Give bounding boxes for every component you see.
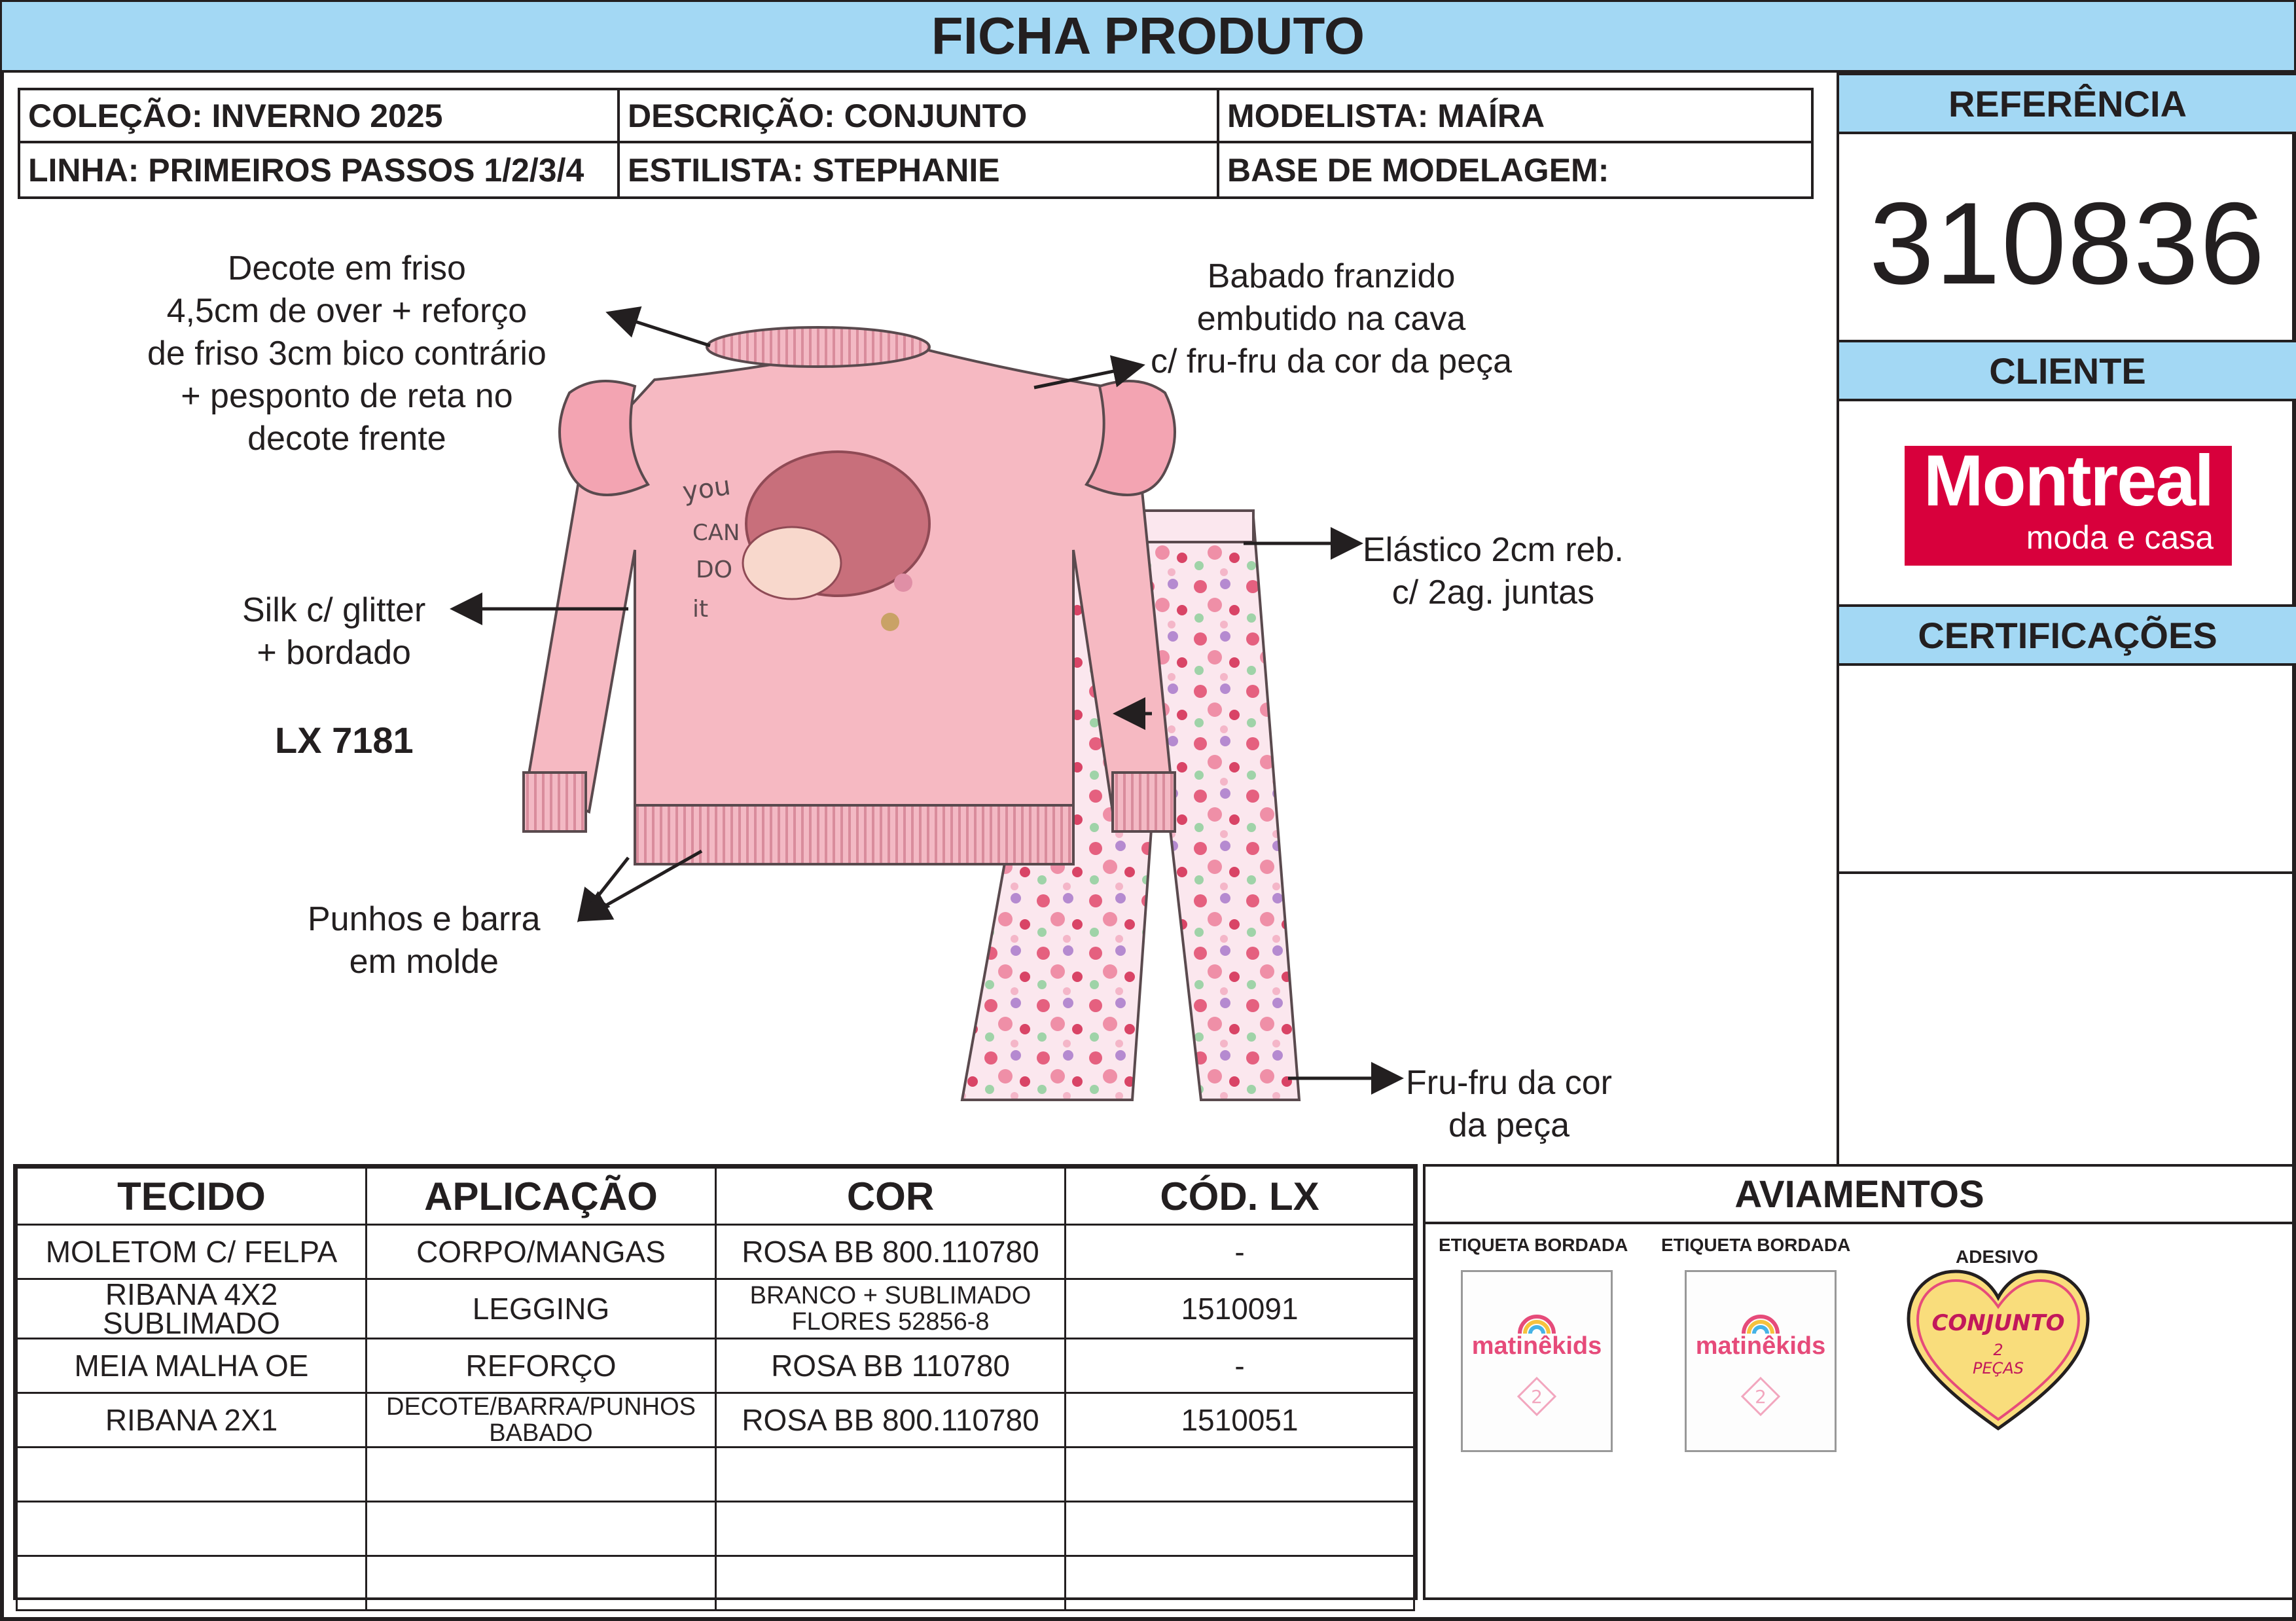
note-punhos-line: Punhos e barra — [308, 900, 541, 938]
lx-code: LX 7181 — [275, 719, 414, 761]
table-cell: ROSA BB 110780 — [716, 1339, 1066, 1393]
note-elastico-line: Elástico 2cm reb. — [1363, 531, 1624, 569]
base-modelagem-cell: BASE DE MODELAGEM: — [1227, 151, 1609, 189]
size-diamond-icon — [1517, 1377, 1556, 1416]
aviamentos-panel — [1423, 1164, 2296, 1600]
table-cell — [716, 1448, 1066, 1502]
referencia-number: 310836 — [1869, 177, 2266, 308]
linha-cell: LINHA: PRIMEIROS PASSOS 1/2/3/4 — [20, 143, 620, 196]
table-cell: - — [1066, 1339, 1414, 1393]
colecao-cell: COLEÇÃO: INVERNO 2025 — [20, 90, 620, 143]
note-babado-line: embutido na cava — [1196, 300, 1466, 338]
estilista-cell: ESTILISTA: STEPHANIE — [620, 143, 1219, 196]
note-frufru-line: da peça — [1448, 1106, 1570, 1144]
aviamentos-title: AVIAMENTOS — [1426, 1167, 2293, 1224]
table-cell — [1066, 1502, 1414, 1556]
table-cell: MOLETOM C/ FELPA — [17, 1225, 367, 1279]
note-decote-line: + pesponto de reta no — [181, 377, 513, 415]
montreal-logo-name: Montreal — [1923, 441, 2214, 521]
table-cell — [367, 1556, 716, 1611]
col-header-tecido: TECIDO — [17, 1168, 367, 1225]
note-elastico-line: c/ 2ag. juntas — [1391, 574, 1595, 611]
page-title: FICHA PRODUTO — [2, 2, 2294, 73]
etiqueta-size: 2 — [1531, 1386, 1543, 1408]
descricao-cell: DESCRIÇÃO: CONJUNTO — [620, 90, 1219, 143]
table-cell: REFORÇO — [367, 1339, 716, 1393]
print-text-you: you — [680, 471, 733, 507]
table-cell: 1510091 — [1066, 1279, 1414, 1339]
note-silk-line: Silk c/ glitter — [242, 591, 426, 629]
table-cell: - — [1066, 1225, 1414, 1279]
table-cell — [17, 1448, 367, 1502]
table-cell: RIBANA 4X2 SUBLIMADO — [17, 1279, 367, 1339]
montreal-logo-tagline: moda e casa — [2026, 519, 2214, 556]
col-header-cod-lx: CÓD. LX — [1066, 1168, 1414, 1225]
rainbow-icon — [1741, 1313, 1780, 1335]
table-cell — [716, 1556, 1066, 1611]
table-cell — [17, 1502, 367, 1556]
print-text-it: it — [692, 596, 709, 623]
adesivo-label: ADESIVO — [1956, 1247, 2039, 1267]
note-frufru-line: Fru-fru da cor — [1406, 1064, 1612, 1102]
table-cell: CORPO/MANGAS — [367, 1225, 716, 1279]
certificacoes-header: CERTIFICAÇÕES — [1839, 604, 2296, 666]
table-row — [17, 1339, 1414, 1393]
table-row — [17, 1225, 1414, 1279]
table-row — [17, 1279, 1414, 1339]
note-decote-line: 4,5cm de over + reforço — [166, 292, 528, 330]
print-text-can: CAN — [692, 520, 740, 546]
table-cell: BRANCO + SUBLIMADO FLORES 52856-8 — [716, 1279, 1066, 1339]
note-decote-line: Decote em friso — [227, 249, 466, 287]
note-frufru — [1406, 1062, 1612, 1147]
cliente-header: CLIENTE — [1839, 340, 2296, 401]
etiqueta-bordada-2 — [1685, 1270, 1837, 1452]
table-cell: DECOTE/BARRA/PUNHOS BABADO — [367, 1393, 716, 1448]
table-row — [17, 1393, 1414, 1448]
note-babado-line: Babado franzido — [1207, 257, 1456, 295]
table-cell: ROSA BB 800.110780 — [716, 1393, 1066, 1448]
table-cell: ROSA BB 800.110780 — [716, 1225, 1066, 1279]
etiqueta-bordada-1 — [1461, 1270, 1613, 1452]
table-cell — [1066, 1556, 1414, 1611]
note-decote-line: decote frente — [247, 420, 446, 458]
note-babado — [1151, 255, 1512, 383]
etiqueta-label: ETIQUETA BORDADA — [1661, 1235, 1851, 1255]
table-cell — [367, 1448, 716, 1502]
table-cell — [1066, 1448, 1414, 1502]
rainbow-icon — [1517, 1313, 1556, 1335]
etiqueta-brand: matinêkids — [1471, 1332, 1602, 1360]
adesivo-heart-sticker — [1903, 1265, 2093, 1435]
table-row — [17, 1556, 1414, 1611]
table-cell: LEGGING — [367, 1279, 716, 1339]
etiqueta-label: ETIQUETA BORDADA — [1439, 1235, 1628, 1255]
col-header-aplicacao: APLICAÇÃO — [367, 1168, 716, 1225]
table-row — [17, 1448, 1414, 1502]
note-punhos-line: em molde — [349, 943, 499, 981]
print-text-do: DO — [696, 556, 733, 583]
note-decote — [147, 247, 547, 460]
note-silk-line: + bordado — [257, 634, 411, 672]
table-cell — [367, 1502, 716, 1556]
adesivo-text-conjunto: CONJUNTO — [1931, 1310, 2065, 1336]
table-cell: 1510051 — [1066, 1393, 1414, 1448]
size-diamond-icon — [1741, 1377, 1780, 1416]
etiqueta-brand: matinêkids — [1695, 1332, 1826, 1360]
note-elastico — [1363, 529, 1624, 614]
adesivo-text-pecas: PEÇAS — [1972, 1359, 2024, 1377]
fabric-table-header — [17, 1168, 1414, 1225]
table-cell: RIBANA 2X1 — [17, 1393, 367, 1448]
adesivo-text-number: 2 — [1993, 1341, 2003, 1359]
table-cell: MEIA MALHA OE — [17, 1339, 367, 1393]
col-header-cor: COR — [716, 1168, 1066, 1225]
table-row — [17, 1502, 1414, 1556]
note-silk — [242, 589, 425, 674]
referencia-header: REFERÊNCIA — [1839, 73, 2296, 134]
modelista-cell: MODELISTA: MAÍRA — [1219, 90, 1811, 143]
etiqueta-size: 2 — [1755, 1386, 1767, 1408]
fabric-table — [13, 1164, 1418, 1600]
table-cell — [17, 1556, 367, 1611]
note-babado-line: c/ fru-fru da cor da peça — [1151, 342, 1513, 380]
note-punhos — [308, 898, 541, 983]
table-cell — [716, 1502, 1066, 1556]
note-decote-line: de friso 3cm bico contrário — [147, 335, 547, 373]
